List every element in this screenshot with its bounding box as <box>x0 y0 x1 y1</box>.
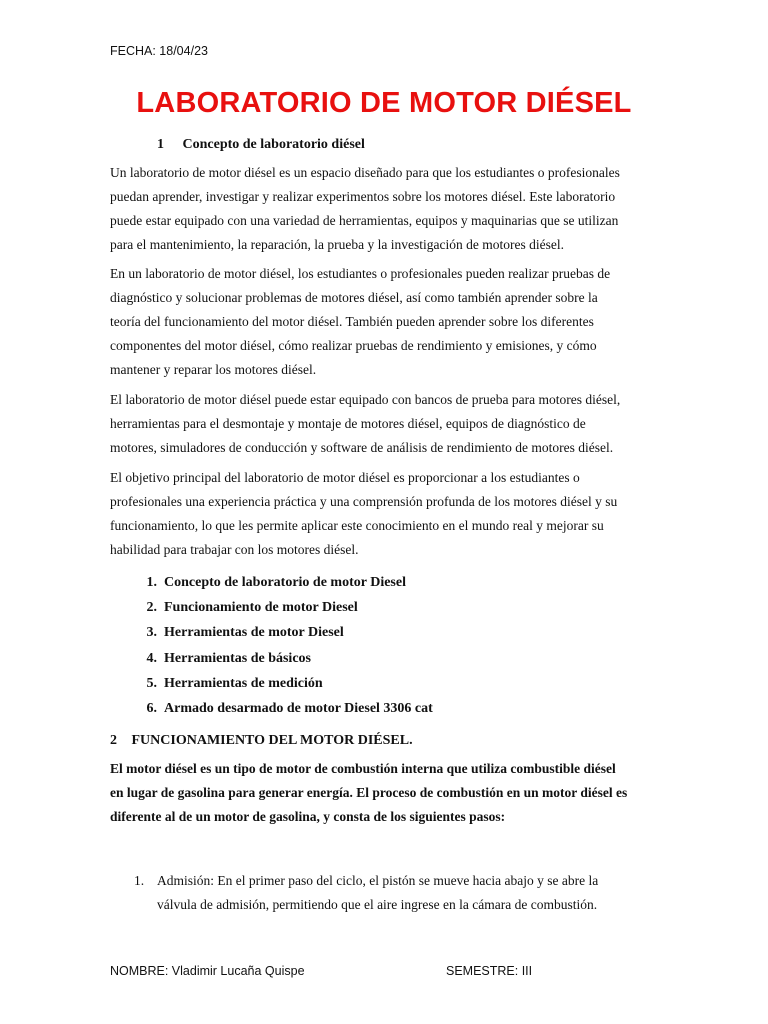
text-line: funcionamiento, lo que les permite aplicar este conocimiento en el mundo real y mejorar su <box>110 518 604 533</box>
section-title: FUNCIONAMIENTO DEL MOTOR DIÉSEL. <box>131 733 413 748</box>
list-number: 1. <box>146 575 157 590</box>
text-line <box>134 869 598 893</box>
list-item <box>110 570 433 595</box>
text-line: profesionales una experiencia práctica y una comprensión profunda de los motores diésel y su <box>110 494 618 509</box>
text-line: puede estar equipado con una variedad de herramientas, equipos y maquinarias que se utilizan <box>110 213 619 228</box>
list-text: Funcionamiento de motor Diesel <box>164 600 358 616</box>
text-line: El motor diésel es un tipo de motor de combustión interna que utiliza combustible diésel <box>110 761 616 776</box>
text-line: En un laboratorio de motor diésel, los estudiantes o profesionales pueden realizar pruebas de <box>110 266 611 281</box>
text-line: diferente al de un motor de gasolina, y consta de los siguientes pasos: <box>110 809 506 824</box>
footer-name: NOMBRE: Vladimir Lucaña Quispe <box>110 964 305 978</box>
paragraph-2 <box>110 262 658 382</box>
step-text: válvula de admisión, permitiendo que el aire ingrese en la cámara de combustión. <box>157 897 598 912</box>
section-number: 1 <box>157 137 164 152</box>
list-text: Herramientas de básicos <box>164 650 311 666</box>
section-1-heading <box>157 137 365 153</box>
list-number: 6. <box>146 700 157 716</box>
paragraph-3 <box>110 388 658 460</box>
footer-semester: SEMESTRE: III <box>446 964 533 978</box>
text-line: El laboratorio de motor diésel puede estar equipado con bancos de prueba para motores diésel, <box>110 392 621 407</box>
list-text: Concepto de laboratorio de motor Diesel <box>164 575 406 590</box>
list-item <box>110 595 433 620</box>
list-item <box>110 646 433 671</box>
paragraph-1 <box>110 161 658 257</box>
text-line: en lugar de gasolina para generar energía. El proceso de combustión en un motor diésel es <box>110 785 628 800</box>
list-item <box>110 620 433 645</box>
header-date: FECHA: 18/04/23 <box>110 44 208 58</box>
list-number: 4. <box>146 650 157 666</box>
section-number: 2 <box>110 733 117 748</box>
step-item <box>134 869 598 917</box>
text-line: teoría del funcionamiento del motor diésel. También pueden aprender sobre los diferentes <box>110 314 594 329</box>
list-item <box>110 671 433 696</box>
text-line: puedan aprender, investigar y realizar experimentos sobre los motores diésel. Este laboratorio <box>110 189 616 204</box>
contents-list <box>110 570 433 721</box>
document-title: LABORATORIO DE MOTOR DIÉSEL <box>136 87 632 119</box>
text-line: herramientas para el desmontaje y montaje de motores diésel, equipos de diagnóstico de <box>110 416 586 431</box>
list-text: Herramientas de motor Diesel <box>164 625 344 641</box>
text-line: para el mantenimiento, la reparación, la prueba y la investigación de motores diésel. <box>110 237 564 252</box>
text-line: Un laboratorio de motor diésel es un espacio diseñado para que los estudiantes o profesionales <box>110 165 620 180</box>
section-2-heading <box>110 733 413 749</box>
step-text: Admisión: En el primer paso del ciclo, el pistón se mueve hacia abajo y se abre la <box>157 873 599 888</box>
list-text: Herramientas de medición <box>164 675 323 691</box>
text-line: diagnóstico y solucionar problemas de motores diésel, así como también aprender sobre la <box>110 290 598 305</box>
text-line <box>134 893 598 917</box>
text-line: habilidad para trabajar con los motores diésel. <box>110 542 359 557</box>
list-text: Armado desarmado de motor Diesel 3306 cat <box>164 700 433 716</box>
paragraph-4 <box>110 466 658 562</box>
section-2-intro <box>110 757 658 829</box>
text-line: mantener y reparar los motores diésel. <box>110 362 317 377</box>
text-line: motores, simuladores de conducción y software de análisis de rendimiento de motores diésel. <box>110 440 614 455</box>
text-line: componentes del motor diésel, cómo realizar pruebas de rendimiento y emisiones, y cómo <box>110 338 597 353</box>
list-item <box>110 696 433 721</box>
step-number: 1. <box>134 873 145 888</box>
list-number: 5. <box>146 675 157 691</box>
section-title: Concepto de laboratorio diésel <box>182 137 365 152</box>
list-number: 2. <box>146 600 157 616</box>
text-line: El objetivo principal del laboratorio de motor diésel es proporcionar a los estudiantes o <box>110 470 580 485</box>
list-number: 3. <box>146 625 157 641</box>
